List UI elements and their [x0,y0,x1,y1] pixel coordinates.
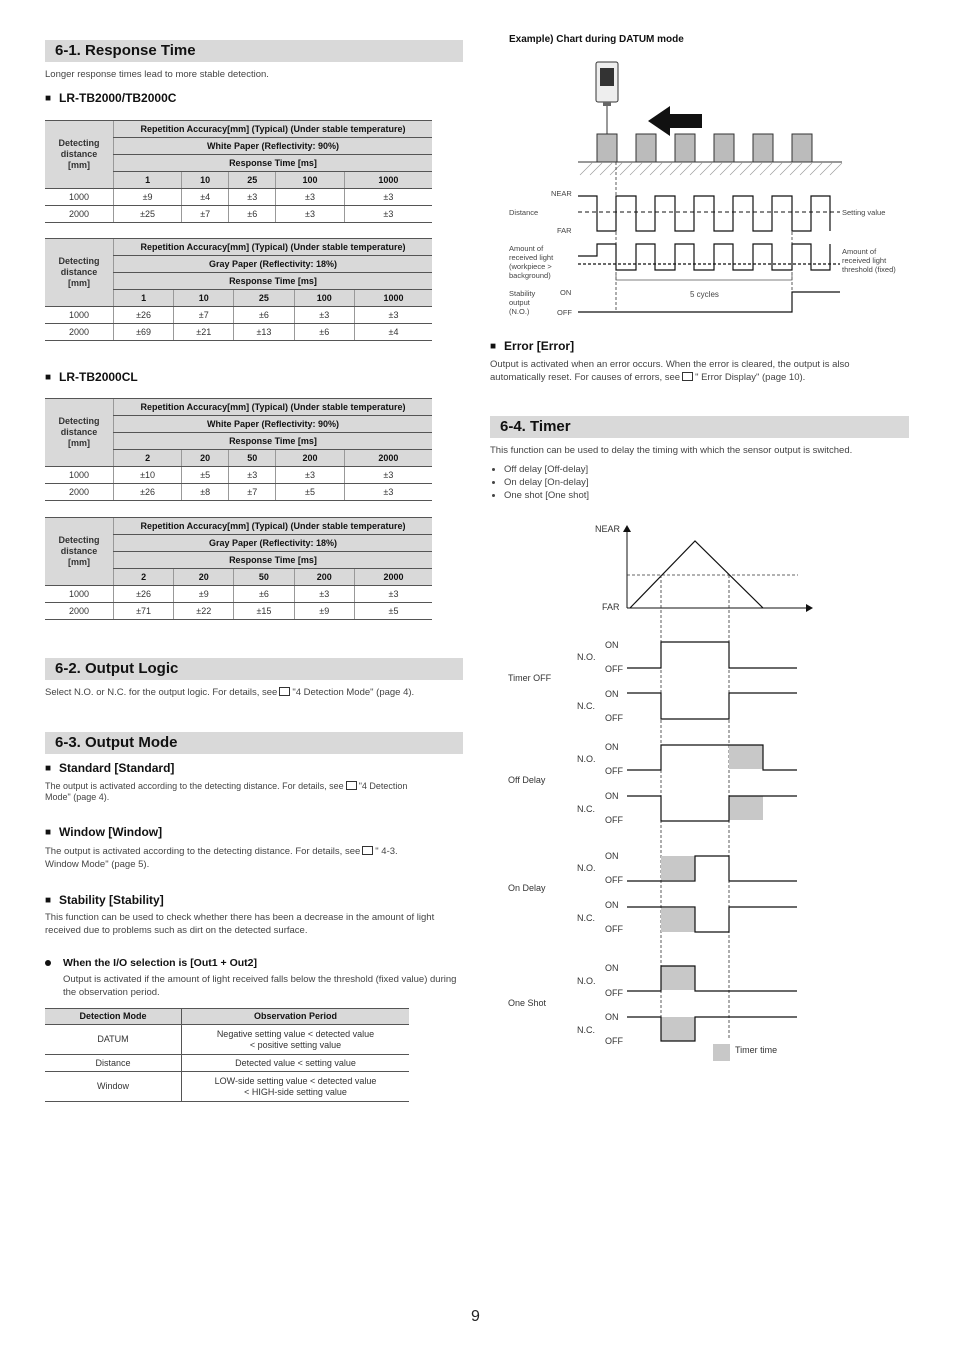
distance-cell: 2000 [45,206,114,223]
accuracy-cell: ±3 [344,484,432,501]
repetition-accuracy-header: Repetition Accuracy[mm] (Typical) (Under stable temperature) [114,121,433,138]
accuracy-cell: ±3 [344,189,432,206]
label-no: N.O. [577,976,596,986]
distance-near-label: NEAR [551,189,572,198]
group-off-delay-label: Off Delay [508,775,546,785]
label-on: ON [605,791,619,801]
response-table-white-tb2000cl [45,398,432,501]
distance-cell: 1000 [45,189,114,206]
waveform-one-shot-no [627,966,797,991]
stability-text: This function can be used to check whether there has been a decrease in the amount of light received due to problems such as dirt on the detected surface. [45,912,435,936]
detecting-distance-header: Detecting distance [mm] [45,239,114,307]
amount-light-left-label: Amount of received light (workpiece > background) [509,244,554,280]
label-off: OFF [605,664,623,674]
book-icon [346,781,357,790]
bullet-dot-icon [45,960,51,966]
accuracy-cell: ±6 [234,307,294,324]
group-timer-off-label: Timer OFF [508,673,552,683]
response-time-value: 25 [229,172,276,189]
obs-period-window: LOW-side setting value < detected value < HIGH-side setting value [182,1072,410,1102]
io-selection-text: Output is activated if the amount of light received falls below the threshold (fixed value) during the observation period. [63,974,457,998]
table-row [45,484,432,501]
accuracy-cell: ±3 [276,467,344,484]
table-row [45,603,432,620]
table-row [45,189,432,206]
accuracy-cell: ±25 [114,206,182,223]
obs-period-distance: Detected value < setting value [182,1055,410,1072]
response-table-white-tb2000 [45,120,432,223]
accuracy-cell: ±6 [234,586,294,603]
distance-cell: 1000 [45,307,114,324]
response-time-value: 10 [182,172,229,189]
accuracy-cell: ±3 [276,206,344,223]
label-off: OFF [605,1036,623,1046]
response-time-value: 2000 [344,450,432,467]
accuracy-cell: ±6 [229,206,276,223]
label-off: OFF [605,875,623,885]
stability-heading: ■ Stability [Stability] [45,893,164,907]
observation-period-table [45,1008,409,1102]
waveform-one-shot-nc [627,1017,797,1041]
repetition-accuracy-header: Repetition Accuracy[mm] (Typical) (Under stable temperature) [114,518,433,535]
accuracy-cell: ±3 [276,189,344,206]
accuracy-cell: ±3 [229,467,276,484]
label-off: OFF [605,924,623,934]
accuracy-cell: ±6 [294,324,354,341]
accuracy-cell: ±71 [114,603,174,620]
section-title-timer: 6-4. Timer [490,416,909,438]
distance-far-label: FAR [557,226,572,235]
obs-mode-window: Window [45,1072,182,1102]
response-time-value: 1000 [354,290,432,307]
label-on: ON [605,689,619,699]
response-time-value: 1000 [344,172,432,189]
label-no: N.O. [577,754,596,764]
table-row [45,307,432,324]
label-on: ON [605,963,619,973]
response-table-gray-tb2000cl [45,517,432,620]
response-time-header: Response Time [ms] [114,273,433,290]
accuracy-cell: ±3 [294,307,354,324]
error-text: Output is activated when an error occurs. When the error is cleared, the output is also automatically reset. For causes of errors, see " Error Display" (page 10). [490,359,850,383]
accuracy-cell: ±3 [344,206,432,223]
accuracy-cell: ±3 [354,307,432,324]
response-time-header: Response Time [ms] [114,155,433,172]
paper-type-header: Gray Paper (Reflectivity: 18%) [114,256,433,273]
list-item: • One shot [One shot] [504,489,589,502]
response-time-intro: Longer response times lead to more stable detection. [45,69,269,80]
label-nc: N.C. [577,1025,595,1035]
label-on: ON [605,742,619,752]
accuracy-cell: ±26 [114,586,174,603]
standard-text: The output is activated according to the detecting distance. For details, see "4 Detection Mode" (page 4). [45,781,408,802]
movement-arrow-icon [648,106,702,136]
label-on: ON [605,851,619,861]
datum-chart-diagram [490,50,910,325]
accuracy-cell: ±7 [182,206,229,223]
group-on-delay-label: On Delay [508,883,546,893]
accuracy-cell: ±4 [354,324,432,341]
waveform-on-delay-nc [627,907,797,932]
label-on: ON [605,640,619,650]
label-nc: N.C. [577,701,595,711]
workpieces [597,134,812,162]
table-row [45,324,432,341]
list-item: • Off delay [Off-delay] [504,463,589,476]
response-time-value: 20 [174,569,234,586]
accuracy-cell: ±7 [174,307,234,324]
paper-type-header: Gray Paper (Reflectivity: 18%) [114,535,433,552]
waveform-timer-off-nc [627,693,797,719]
distance-cell: 2000 [45,484,114,501]
detecting-distance-header: Detecting distance [mm] [45,518,114,586]
io-selection-heading: When the I/O selection is [Out1 + Out2] [63,957,257,969]
accuracy-cell: ±8 [182,484,229,501]
timer-time-legend-label: Timer time [735,1045,778,1055]
label-off: OFF [605,815,623,825]
table-row [45,586,432,603]
accuracy-cell: ±22 [174,603,234,620]
response-time-value: 100 [294,290,354,307]
response-time-value: 1 [114,290,174,307]
accuracy-cell: ±9 [294,603,354,620]
waveform-off-delay-nc [627,796,797,821]
response-time-value: 10 [174,290,234,307]
section-title-response-time: 6-1. Response Time [45,40,463,62]
accuracy-cell: ±69 [114,324,174,341]
setting-value-label: Setting value [842,208,886,217]
stability-off-label: OFF [557,308,572,317]
accuracy-cell: ±3 [294,586,354,603]
label-on: ON [605,900,619,910]
accuracy-cell: ±26 [114,484,182,501]
obs-head-mode: Detection Mode [45,1009,182,1025]
detecting-distance-header: Detecting distance [mm] [45,121,114,189]
group-one-shot-label: One Shot [508,998,547,1008]
label-no: N.O. [577,652,596,662]
accuracy-cell: ±10 [114,467,182,484]
label-on: ON [605,1012,619,1022]
response-time-value: 1 [114,172,182,189]
book-icon [279,687,290,696]
response-time-value: 50 [229,450,276,467]
paper-type-header: White Paper (Reflectivity: 90%) [114,138,433,155]
accuracy-cell: ±15 [234,603,294,620]
distance-cell: 2000 [45,324,114,341]
response-time-header: Response Time [ms] [114,552,433,569]
timer-far-label: FAR [602,602,620,612]
page-number: 9 [471,1308,480,1325]
accuracy-cell: ±3 [354,586,432,603]
sensor-icon [596,62,618,134]
accuracy-cell: ±21 [174,324,234,341]
paper-type-header: White Paper (Reflectivity: 90%) [114,416,433,433]
response-time-value: 200 [276,450,344,467]
table-row [45,206,432,223]
response-time-value: 50 [234,569,294,586]
response-time-value: 2 [114,450,182,467]
waveform-timer-off-no [627,642,797,668]
accuracy-cell: ±3 [229,189,276,206]
accuracy-cell: ±5 [276,484,344,501]
timer-time-legend-swatch [713,1044,730,1061]
error-heading: ■ Error [Error] [490,339,574,353]
accuracy-cell: ±5 [354,603,432,620]
timer-mode-list [490,463,589,502]
model-heading-tb2000cl: ■ LR-TB2000CL [45,370,138,384]
distance-label: Distance [509,208,539,217]
obs-mode-datum: DATUM [45,1025,182,1055]
accuracy-cell: ±9 [174,586,234,603]
amount-light-right-label: Amount of received light threshold (fixed) [842,247,896,274]
output-logic-text: Select N.O. or N.C. for the output logic. For details, see "4 Detection Mode" (page 4). [45,687,415,698]
timer-intro: This function can be used to delay the timing with which the sensor output is switched. [490,445,853,456]
detecting-distance-header: Detecting distance [mm] [45,399,114,467]
label-nc: N.C. [577,804,595,814]
waveform-on-delay-no [627,856,797,881]
response-time-value: 200 [294,569,354,586]
response-time-value: 20 [182,450,229,467]
timer-timing-diagram [500,515,820,1065]
window-heading: ■ Window [Window] [45,825,162,839]
response-table-gray-tb2000 [45,238,432,341]
label-no: N.O. [577,863,596,873]
label-off: OFF [605,713,623,723]
book-icon [362,846,373,855]
waveform-off-delay-no [627,745,797,770]
model-heading-tb2000: ■ LR-TB2000/TB2000C [45,91,176,105]
obs-head-period: Observation Period [182,1009,410,1025]
section-title-output-logic: 6-2. Output Logic [45,658,463,680]
accuracy-cell: ±7 [229,484,276,501]
timer-near-label: NEAR [595,524,621,534]
accuracy-cell: ±13 [234,324,294,341]
distance-cell: 1000 [45,467,114,484]
response-time-value: 2000 [354,569,432,586]
obs-period-datum: Negative setting value < detected value < positive setting value [182,1025,410,1055]
response-time-header: Response Time [ms] [114,433,433,450]
accuracy-cell: ±5 [182,467,229,484]
stability-output-label: Stability output (N.O.) [509,289,536,316]
five-cycles-label: 5 cycles [690,290,719,299]
section-title-output-mode: 6-3. Output Mode [45,732,463,754]
stability-on-label: ON [560,288,572,297]
distance-cell: 1000 [45,586,114,603]
window-text: The output is activated according to the detecting distance. For details, see " 4-3. Window Mode" (page 5). [45,846,398,870]
datum-chart-title: Example) Chart during DATUM mode [509,34,684,45]
accuracy-cell: ±9 [114,189,182,206]
repetition-accuracy-header: Repetition Accuracy[mm] (Typical) (Under stable temperature) [114,399,433,416]
distance-cell: 2000 [45,603,114,620]
book-icon [682,372,693,381]
label-off: OFF [605,988,623,998]
response-time-value: 25 [234,290,294,307]
list-item: • On delay [On-delay] [504,476,589,489]
obs-mode-distance: Distance [45,1055,182,1072]
response-time-value: 100 [276,172,344,189]
standard-heading: ■ Standard [Standard] [45,761,174,775]
accuracy-cell: ±3 [344,467,432,484]
repetition-accuracy-header: Repetition Accuracy[mm] (Typical) (Under stable temperature) [114,239,433,256]
table-row [45,467,432,484]
label-nc: N.C. [577,913,595,923]
accuracy-cell: ±4 [182,189,229,206]
accuracy-cell: ±26 [114,307,174,324]
response-time-value: 2 [114,569,174,586]
label-off: OFF [605,766,623,776]
